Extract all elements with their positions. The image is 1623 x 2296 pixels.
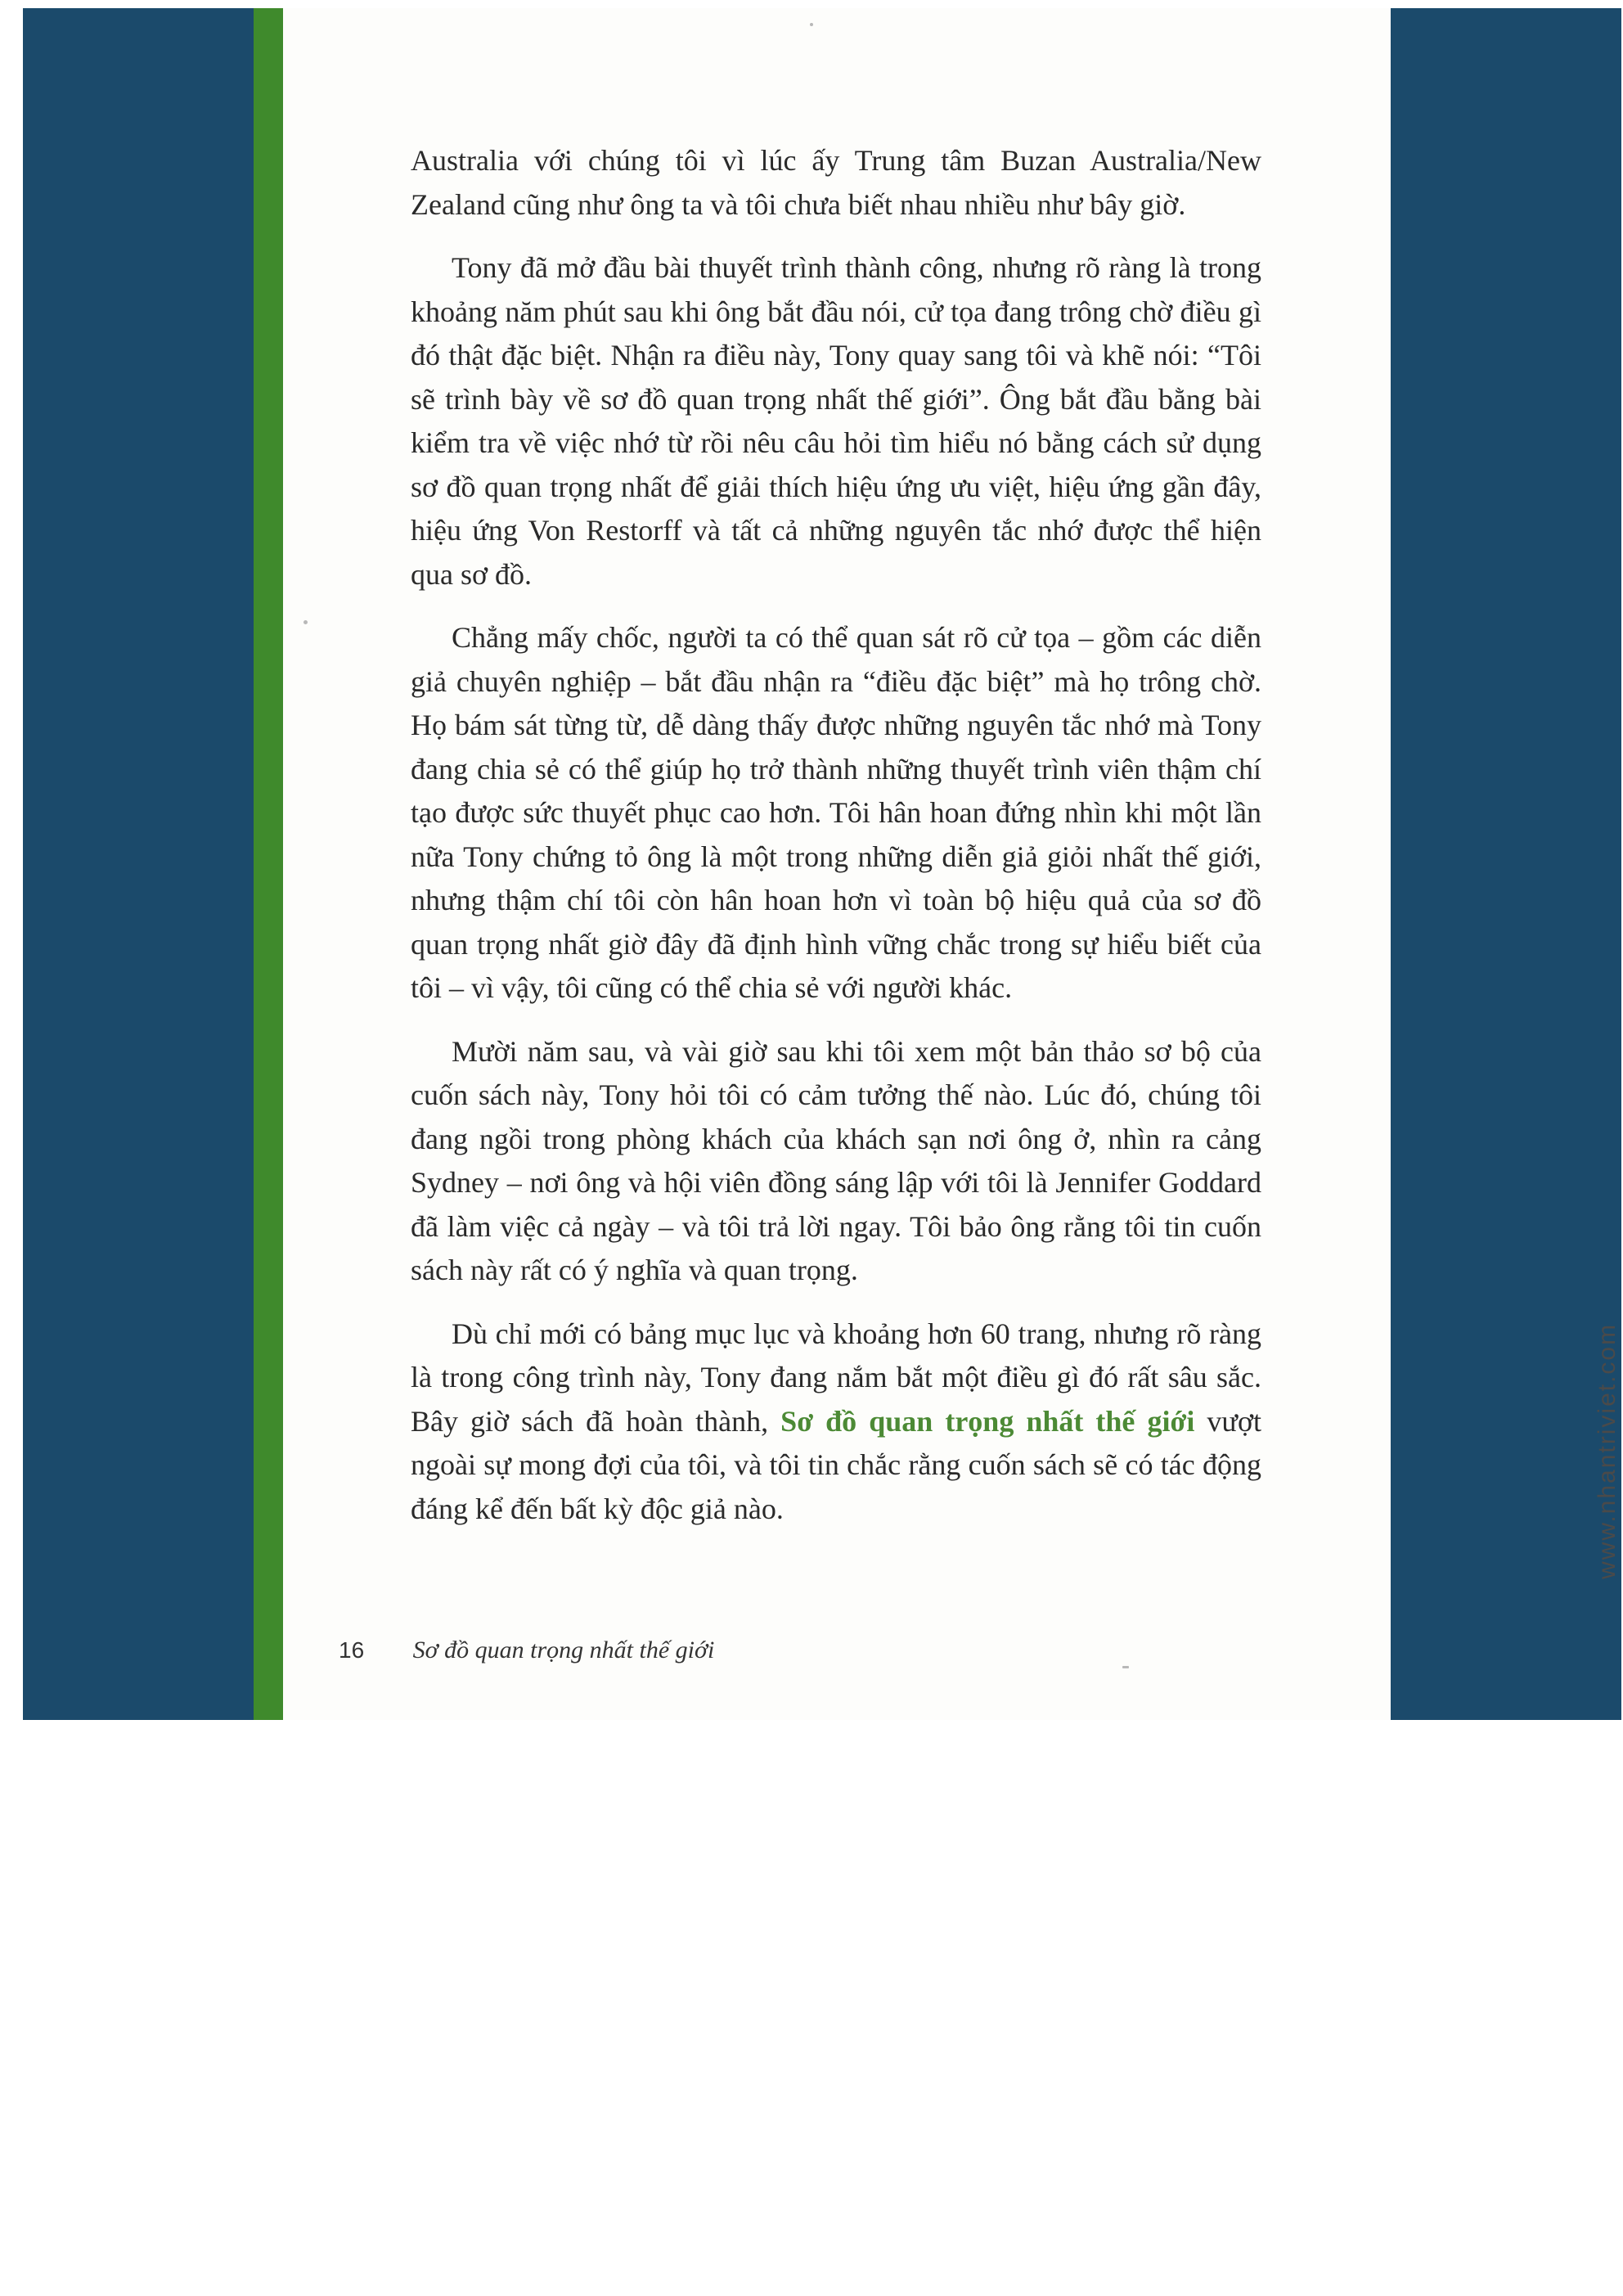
page-footer: [339, 1636, 714, 1664]
paragraph-4: Mười năm sau, và vài giờ sau khi tôi xem một bản thảo sơ bộ của cuốn sách này, Tony hỏi tôi có cảm tưởng thế nào. Lúc đó, chúng tôi đang ngồi trong phòng khách của khách sạn nơi ông ở, nhìn ra cảng Sydney – nơi ông và hội viên đồng sáng lập với tôi là Jennifer Goddard đã làm việc cả ngày – và tôi trả lời ngay. Tôi bảo ông rằng tôi tin cuốn sách này rất có ý nghĩa và quan trọng.: [411, 1034, 1261, 1286]
scan-speck: [810, 23, 813, 26]
paragraph-1: Australia với chúng tôi vì lúc ấy Trung tâm Buzan Australia/New Zealand cũng như ông ta và tôi chưa biết nhau nhiều như bây giờ.: [411, 144, 1261, 221]
scan-speck: [303, 620, 308, 624]
scan-speck: [1122, 1666, 1129, 1668]
body-text: [411, 139, 1261, 1531]
book-page: [283, 8, 1621, 1720]
side-url: www.nhantriviet.com: [1594, 1322, 1621, 1579]
book-title-reference: Sơ đồ quan trọng nhất thế giới: [780, 1404, 1195, 1438]
paragraph-2: Tony đã mở đầu bài thuyết trình thành công, nhưng rõ ràng là trong khoảng năm phút sau khi ông bắt đầu nói, cử tọa đang trông chờ điều gì đó thật đặc biệt. Nhận ra điều này, Tony quay sang tôi và khẽ nói: “Tôi sẽ trình bày về sơ đồ quan trọng nhất thế giới”. Ông bắt đầu bằng bài kiểm tra về việc nhớ từ rồi nêu câu hỏi tìm hiểu nó bằng cách sử dụng sơ đồ quan trọng nhất để giải thích hiệu ứng ưu việt, hiệu ứng gần đây, hiệu ứng Von Restorff và tất cả những nguyên tắc nhớ được thể hiện qua sơ đồ.: [411, 251, 1261, 591]
paragraph-5: [411, 1312, 1261, 1532]
page-number: 16: [339, 1637, 365, 1663]
paragraph-3: Chẳng mấy chốc, người ta có thể quan sát rõ cử tọa – gồm các diễn giả chuyên nghiệp – bắt đầu nhận ra “điều đặc biệt” mà họ trông chờ. Họ bám sát từng từ, dễ dàng thấy được những nguyên tắc nhớ mà Tony đang chia sẻ có thể giúp họ trở thành những thuyết trình viên thậm chí tạo được sức thuyết phục cao hơn. Tôi hân hoan đứng nhìn khi một lần nữa Tony chứng tỏ ông là một trong những diễn giả giỏi nhất thế giới, nhưng thậm chí tôi còn hân hoan hơn vì toàn bộ hiệu quả của sơ đồ quan trọng nhất giờ đây đã định hình vững chắc trong sự hiểu biết của tôi – vì vậy, tôi cũng có thể chia sẻ với người khác.: [411, 621, 1261, 1004]
running-title: Sơ đồ quan trọng nhất thế giới: [412, 1636, 715, 1663]
green-spine-strip: [254, 8, 283, 1720]
paragraph-5-tail: vượt ngoài sự mong đợi của tôi, và tôi tin chắc rằng cuốn sách sẽ có tác động đáng kể đến bất kỳ độc giả nào.: [411, 1404, 1261, 1525]
paragraph-5-lead: Dù chỉ mới có bảng mục lục và khoảng hơn 60 trang, nhưng rõ ràng là trong công trình này, Tony đang nắm bắt một điều gì đó rất sâu sắc. Bây giờ sách đã hoàn thành,: [411, 1317, 1261, 1438]
